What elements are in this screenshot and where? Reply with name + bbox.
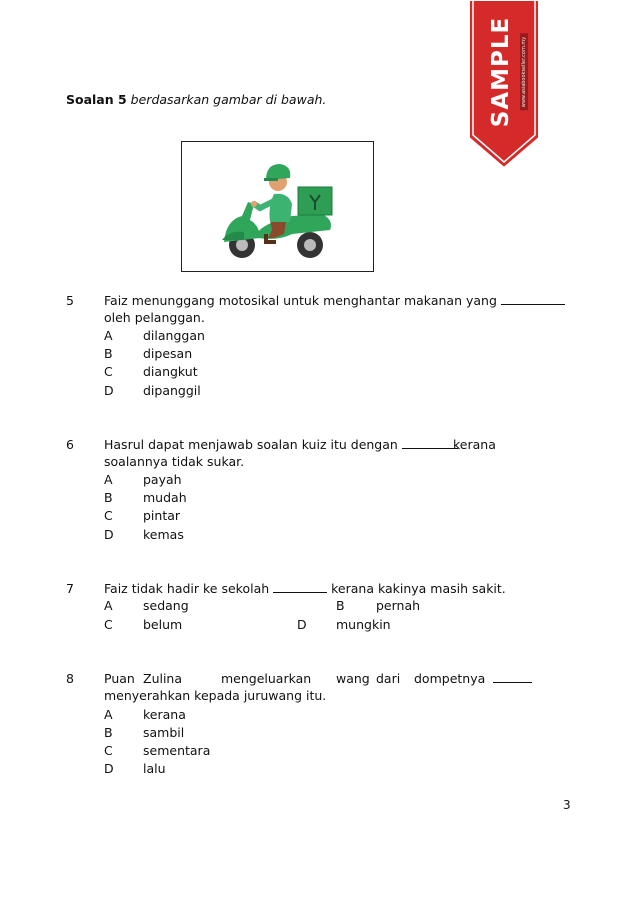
question-7-text1: Faiz tidak hadir ke sekolah: [104, 581, 270, 596]
option-letter: D: [104, 527, 114, 542]
option-text: kerana: [143, 707, 186, 722]
option-letter: D: [297, 617, 307, 632]
question-8-word: Zulina: [143, 671, 183, 686]
option-letter: A: [104, 328, 113, 343]
question-8-number: 8: [66, 671, 74, 686]
option-letter: C: [104, 508, 113, 523]
question-5-text1: Faiz menunggang motosikal untuk menghantar makanan yang: [104, 293, 497, 308]
option-letter: C: [104, 617, 113, 632]
scooter-illustration: [182, 142, 373, 271]
option-text: belum: [143, 617, 183, 632]
question-7-number: 7: [66, 581, 74, 596]
option-letter: D: [104, 383, 114, 398]
answer-blank: [273, 582, 327, 593]
option-text: lalu: [143, 761, 166, 776]
option-letter: C: [104, 743, 113, 758]
intro-rest: berdasarkan gambar di bawah.: [126, 92, 327, 107]
question-8-line2: menyerahkan kepada juruwang itu.: [104, 688, 327, 703]
answer-blank: [402, 438, 458, 449]
option-text: dipesan: [143, 346, 193, 361]
option-text: mudah: [143, 490, 187, 505]
option-text: diangkut: [143, 364, 198, 379]
option-text: kemas: [143, 527, 184, 542]
answer-blank: [493, 672, 532, 683]
question-8-word: dari: [376, 671, 401, 686]
intro-bold: Soalan 5: [66, 92, 127, 107]
question-8-word: mengeluarkan: [221, 671, 312, 686]
watermark-subtext: www.asiabookseller.com.my: [520, 34, 528, 111]
option-text: sambil: [143, 725, 185, 740]
option-text: sedang: [143, 598, 189, 613]
option-letter: D: [104, 761, 114, 776]
question-8-word: dompetnya: [414, 671, 486, 686]
section-intro: [66, 92, 326, 107]
page-number: 3: [563, 798, 571, 812]
option-text: pintar: [143, 508, 181, 523]
watermark-text: SAMPLE: [488, 16, 514, 128]
question-8-word: wang: [336, 671, 370, 686]
option-text: dilanggan: [143, 328, 205, 343]
answer-blank: [501, 294, 565, 305]
option-letter: A: [104, 598, 113, 613]
question-8-blank-wrap: [493, 671, 532, 686]
question-6-line2: soalannya tidak sukar.: [104, 454, 245, 469]
question-8-word: Puan: [104, 671, 135, 686]
question-7-text1b: kerana kakinya masih sakit.: [331, 581, 506, 596]
option-text: pernah: [376, 598, 421, 613]
question-5-line1: [104, 293, 565, 308]
option-text: payah: [143, 472, 182, 487]
option-letter: B: [104, 490, 113, 505]
question-6-text1: Hasrul dapat menjawab soalan kuiz itu dengan: [104, 437, 398, 452]
question-7-line1: [104, 581, 506, 596]
option-letter: C: [104, 364, 113, 379]
option-text: sementara: [143, 743, 211, 758]
delivery-rider-figure: [181, 141, 374, 272]
option-text: dipanggil: [143, 383, 201, 398]
option-letter: B: [104, 346, 113, 361]
option-text: mungkin: [336, 617, 391, 632]
question-6-number: 6: [66, 437, 74, 452]
question-5-line2: oleh pelanggan.: [104, 310, 205, 325]
question-5-number: 5: [66, 293, 74, 308]
option-letter: B: [336, 598, 345, 613]
option-letter: A: [104, 707, 113, 722]
option-letter: A: [104, 472, 113, 487]
option-letter: B: [104, 725, 113, 740]
question-6-line1a: [104, 437, 458, 452]
question-6-line1b: kerana: [453, 437, 496, 452]
